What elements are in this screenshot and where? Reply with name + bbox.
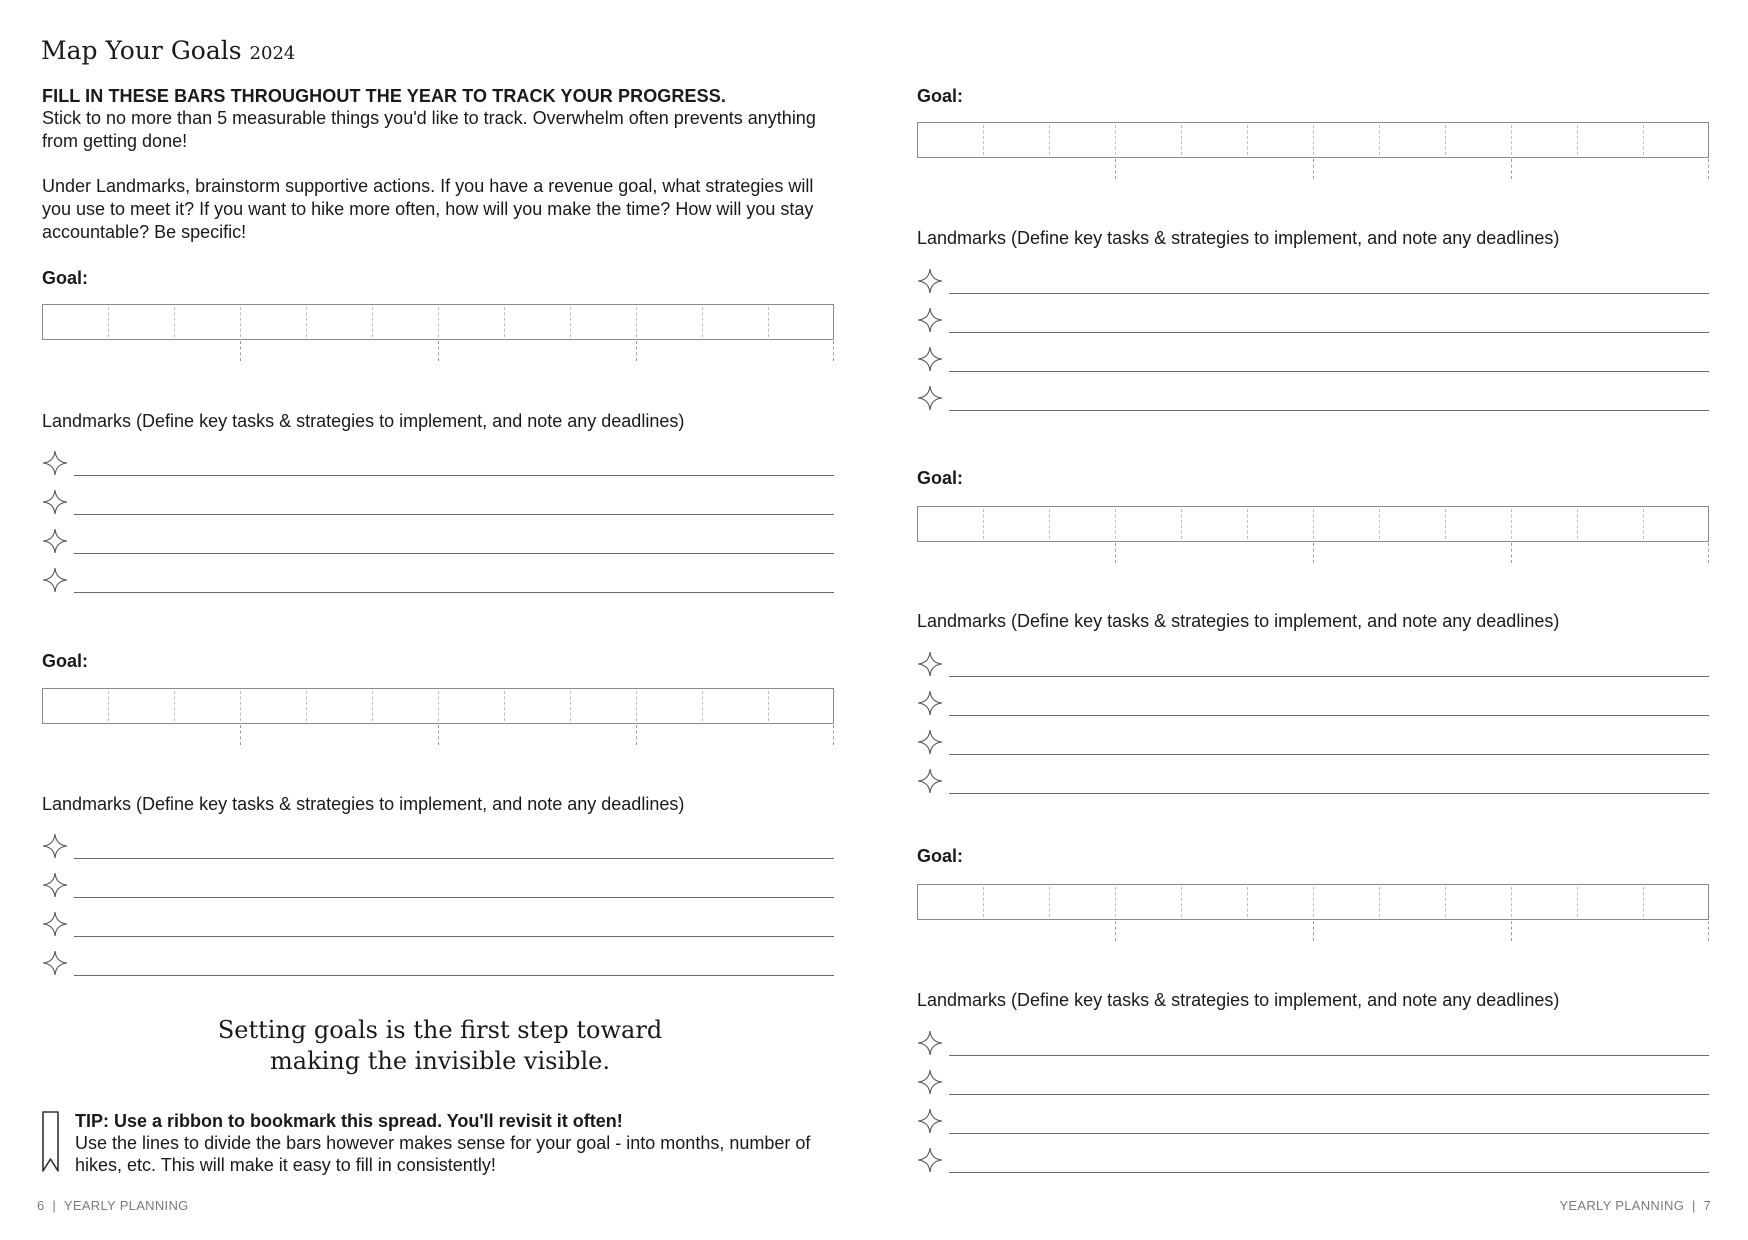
- goal-label: Goal:: [42, 268, 89, 288]
- landmark-line[interactable]: [74, 975, 834, 976]
- quote-line-1: Setting goals is the first step toward: [217, 1016, 663, 1044]
- landmarks-label: Landmarks (Define key tasks & strategies to implement, and note any deadlines): [42, 411, 685, 431]
- goal-label: Goal:: [917, 846, 964, 866]
- bar-tick: [1313, 159, 1314, 179]
- intro-heading: FILL IN THESE BARS THROUGHOUT THE YEAR TO TRACK YOUR PROGRESS.: [42, 86, 726, 106]
- bar-divider: [1379, 125, 1380, 155]
- bar-divider: [1577, 125, 1578, 155]
- sparkle-icon: [42, 872, 68, 898]
- section-name-right: YEARLY PLANNING: [1559, 1198, 1685, 1213]
- sparkle-icon: [917, 1030, 943, 1056]
- bar-divider: [983, 125, 984, 155]
- landmarks-label: Landmarks (Define key tasks & strategies to implement, and note any deadlines): [917, 228, 1560, 248]
- bar-tick: [833, 725, 834, 745]
- landmarks-label: Landmarks (Define key tasks & strategies to implement, and note any deadlines): [917, 611, 1560, 631]
- bar-divider: [1313, 509, 1314, 539]
- landmark-row[interactable]: [917, 1030, 1709, 1060]
- landmark-row[interactable]: [42, 528, 834, 558]
- sparkle-icon: [917, 268, 943, 294]
- bar-tick: [1511, 543, 1512, 563]
- progress-bar[interactable]: [42, 304, 834, 340]
- bar-divider: [108, 307, 109, 337]
- bar-divider: [1247, 125, 1248, 155]
- landmark-line[interactable]: [949, 793, 1709, 794]
- landmark-row[interactable]: [42, 567, 834, 597]
- bar-divider: [504, 307, 505, 337]
- page-number-left: 6: [37, 1198, 45, 1213]
- page-year: 2024: [249, 43, 296, 64]
- bar-divider: [1247, 887, 1248, 917]
- bar-divider: [1445, 887, 1446, 917]
- sparkle-icon: [917, 1147, 943, 1173]
- landmarks-label: Landmarks (Define key tasks & strategies to implement, and note any deadlines): [42, 794, 685, 814]
- intro-paragraph-2: Under Landmarks, brainstorm supportive actions. If you have a revenue goal, what strategies will you use to meet it? If you want to hike more often, how will you make the time? How will you stay accountable? Be specific!: [42, 176, 814, 242]
- footer-separator: |: [52, 1198, 57, 1213]
- bar-tick: [636, 725, 637, 745]
- landmark-line[interactable]: [74, 936, 834, 937]
- progress-bar[interactable]: [42, 688, 834, 724]
- landmarks-label: Landmarks (Define key tasks & strategies to implement, and note any deadlines): [917, 990, 1560, 1010]
- landmark-row[interactable]: [917, 768, 1709, 798]
- landmark-row[interactable]: [42, 833, 834, 863]
- footer-right: [1559, 1198, 1711, 1213]
- bar-divider: [1511, 509, 1512, 539]
- landmark-row[interactable]: [917, 1108, 1709, 1138]
- intro-body: [42, 107, 832, 266]
- bar-divider: [1115, 509, 1116, 539]
- bar-divider: [1643, 125, 1644, 155]
- landmark-line[interactable]: [74, 592, 834, 593]
- footer-separator: |: [1691, 1198, 1696, 1213]
- sparkle-icon: [42, 950, 68, 976]
- landmark-row[interactable]: [917, 729, 1709, 759]
- landmark-row[interactable]: [917, 307, 1709, 337]
- bar-divider: [306, 307, 307, 337]
- bar-divider: [438, 691, 439, 721]
- bar-tick: [1115, 159, 1116, 179]
- goal-label: Goal:: [917, 468, 964, 488]
- sparkle-icon: [917, 385, 943, 411]
- sparkle-icon: [917, 307, 943, 333]
- landmark-line[interactable]: [949, 1055, 1709, 1056]
- bar-divider: [1115, 887, 1116, 917]
- bar-divider: [768, 691, 769, 721]
- landmark-line[interactable]: [949, 754, 1709, 755]
- bar-divider: [1049, 887, 1050, 917]
- bar-divider: [636, 307, 637, 337]
- bar-tick: [1511, 921, 1512, 941]
- sparkle-icon: [42, 833, 68, 859]
- bar-divider: [1181, 509, 1182, 539]
- bar-divider: [1577, 509, 1578, 539]
- bar-tick: [636, 341, 637, 361]
- landmark-line[interactable]: [949, 371, 1709, 372]
- landmark-line[interactable]: [949, 715, 1709, 716]
- bar-divider: [1643, 887, 1644, 917]
- landmark-row[interactable]: [42, 872, 834, 902]
- landmark-line[interactable]: [949, 332, 1709, 333]
- bar-divider: [306, 691, 307, 721]
- sparkle-icon: [917, 690, 943, 716]
- sparkle-icon: [917, 1108, 943, 1134]
- landmark-line[interactable]: [74, 475, 834, 476]
- section-name-left: YEARLY PLANNING: [63, 1198, 189, 1213]
- bar-divider: [1313, 887, 1314, 917]
- bookmark-icon: [41, 1111, 61, 1178]
- tip-body: Use the lines to divide the bars however makes sense for your goal - into months, number of hikes, etc. This will make it easy to fill in consistently!: [75, 1133, 811, 1175]
- sparkle-icon: [917, 768, 943, 794]
- landmark-line[interactable]: [949, 1133, 1709, 1134]
- bar-divider: [1511, 887, 1512, 917]
- quote: [150, 1015, 730, 1077]
- bar-divider: [174, 307, 175, 337]
- landmark-row[interactable]: [42, 950, 834, 980]
- bar-divider: [372, 307, 373, 337]
- landmark-line[interactable]: [949, 1094, 1709, 1095]
- bar-divider: [372, 691, 373, 721]
- bar-divider: [1577, 887, 1578, 917]
- bar-divider: [1511, 125, 1512, 155]
- progress-bar[interactable]: [917, 506, 1709, 542]
- sparkle-icon: [42, 567, 68, 593]
- bar-divider: [1379, 887, 1380, 917]
- bar-tick: [1511, 159, 1512, 179]
- bar-divider: [504, 691, 505, 721]
- bar-tick: [833, 341, 834, 361]
- landmark-row[interactable]: [917, 1069, 1709, 1099]
- bar-tick: [1115, 921, 1116, 941]
- landmark-row[interactable]: [917, 346, 1709, 376]
- sparkle-icon: [917, 1069, 943, 1095]
- bar-tick: [1708, 921, 1709, 941]
- bar-tick: [240, 725, 241, 745]
- bar-divider: [1181, 887, 1182, 917]
- bar-divider: [570, 691, 571, 721]
- bar-divider: [438, 307, 439, 337]
- landmark-line[interactable]: [74, 514, 834, 515]
- sparkle-icon: [42, 489, 68, 515]
- bar-divider: [1049, 509, 1050, 539]
- page-number-right: 7: [1703, 1198, 1711, 1213]
- bar-divider: [108, 691, 109, 721]
- bar-divider: [768, 307, 769, 337]
- bar-divider: [1313, 125, 1314, 155]
- quote-line-2: making the invisible visible.: [270, 1047, 610, 1075]
- bar-divider: [702, 307, 703, 337]
- sparkle-icon: [42, 911, 68, 937]
- landmark-line[interactable]: [949, 1172, 1709, 1173]
- bar-divider: [636, 691, 637, 721]
- tip: [75, 1110, 855, 1176]
- bar-divider: [1379, 509, 1380, 539]
- page-title: Map Your Goals 2024: [41, 36, 296, 65]
- bar-divider: [1643, 509, 1644, 539]
- progress-bar[interactable]: [917, 122, 1709, 158]
- footer-left: [37, 1198, 189, 1213]
- intro-paragraph-1: Stick to no more than 5 measurable things you'd like to track. Overwhelm often prevents anything from getting done!: [42, 108, 816, 151]
- bar-divider: [983, 887, 984, 917]
- bar-divider: [1445, 125, 1446, 155]
- sparkle-icon: [42, 450, 68, 476]
- landmark-row[interactable]: [42, 911, 834, 941]
- sparkle-icon: [42, 528, 68, 554]
- bar-tick: [1708, 543, 1709, 563]
- landmark-row[interactable]: [917, 385, 1709, 415]
- landmark-line[interactable]: [74, 858, 834, 859]
- tip-heading: TIP: Use a ribbon to bookmark this spread. You'll revisit it often!: [75, 1111, 623, 1131]
- bar-tick: [1313, 543, 1314, 563]
- sparkle-icon: [917, 729, 943, 755]
- bar-divider: [240, 307, 241, 337]
- bar-divider: [174, 691, 175, 721]
- landmark-line[interactable]: [949, 676, 1709, 677]
- bar-tick: [1708, 159, 1709, 179]
- landmark-row[interactable]: [917, 268, 1709, 298]
- landmark-line[interactable]: [949, 293, 1709, 294]
- landmark-line[interactable]: [74, 553, 834, 554]
- bar-divider: [1445, 509, 1446, 539]
- progress-bar[interactable]: [917, 884, 1709, 920]
- bar-tick: [438, 341, 439, 361]
- bar-tick: [240, 341, 241, 361]
- sparkle-icon: [917, 651, 943, 677]
- bar-divider: [983, 509, 984, 539]
- bar-divider: [1247, 509, 1248, 539]
- landmark-row[interactable]: [917, 1147, 1709, 1177]
- landmark-line[interactable]: [949, 410, 1709, 411]
- landmark-row[interactable]: [917, 651, 1709, 681]
- landmark-row[interactable]: [42, 450, 834, 480]
- bar-divider: [1181, 125, 1182, 155]
- bar-tick: [1313, 921, 1314, 941]
- bar-tick: [1115, 543, 1116, 563]
- landmark-row[interactable]: [917, 690, 1709, 720]
- landmark-line[interactable]: [74, 897, 834, 898]
- bar-tick: [438, 725, 439, 745]
- bar-divider: [1049, 125, 1050, 155]
- sparkle-icon: [917, 346, 943, 372]
- bar-divider: [1115, 125, 1116, 155]
- bar-divider: [702, 691, 703, 721]
- bar-divider: [240, 691, 241, 721]
- goal-label: Goal:: [917, 86, 964, 106]
- landmark-row[interactable]: [42, 489, 834, 519]
- bar-divider: [570, 307, 571, 337]
- goal-label: Goal:: [42, 651, 89, 671]
